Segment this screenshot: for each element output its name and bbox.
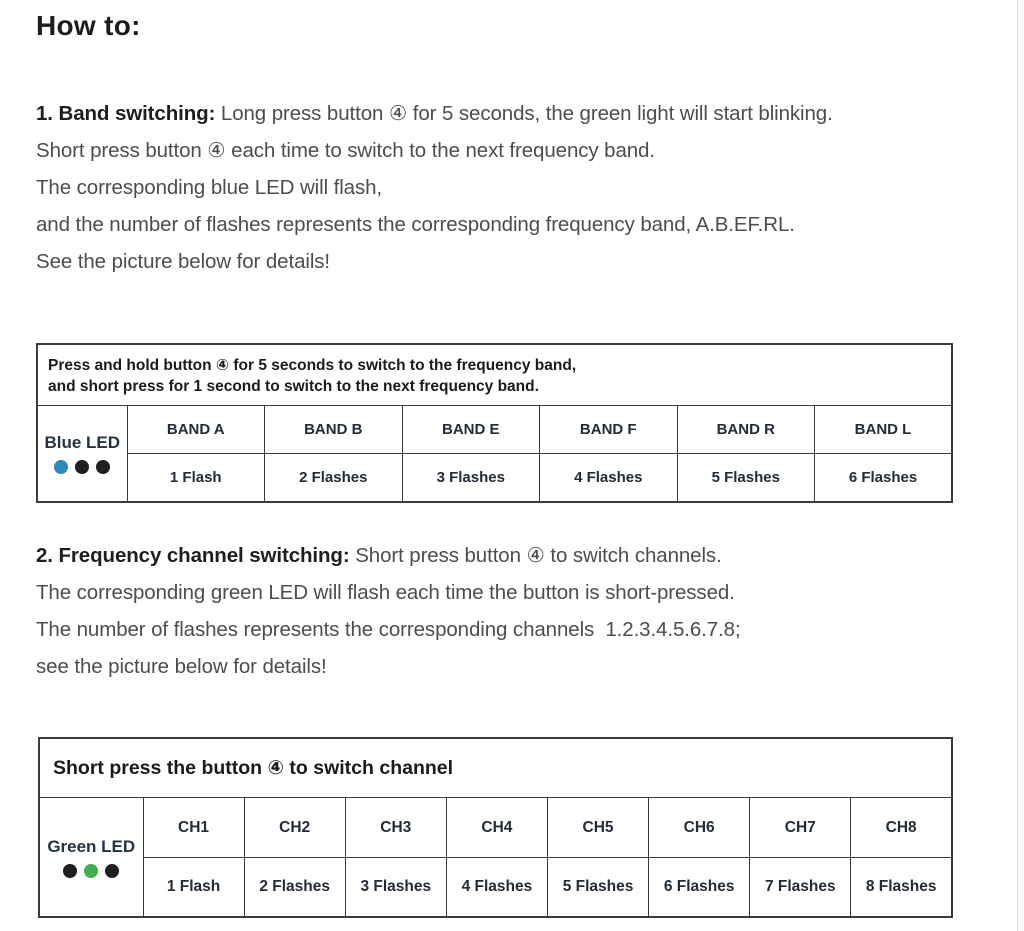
band-header-cell: BAND R — [677, 406, 815, 454]
channel-header-cell: CH5 — [548, 798, 649, 858]
channel-flashes-cell: 6 Flashes — [649, 858, 750, 918]
paragraph-line: See the picture below for details! — [36, 250, 331, 273]
channel-header-cell: CH7 — [750, 798, 851, 858]
paragraph-line: The corresponding blue LED will flash, — [36, 176, 383, 199]
channel-header-cell: CH4 — [446, 798, 547, 858]
channel-flashes-cell: 3 Flashes — [345, 858, 446, 918]
section2-heading: 2. Frequency channel switching: — [36, 544, 350, 567]
band-flashes-cell: 2 Flashes — [265, 454, 403, 503]
section2-line1-rest: Short press button ④ to switch channels. — [349, 544, 722, 567]
dark-led-dot-icon — [105, 864, 119, 878]
blue-led-dot-icon — [54, 460, 68, 474]
paragraph-line: and the number of flashes represents the corresponding frequency band, A.B.EF.RL. — [36, 213, 795, 236]
paragraph-line — [36, 537, 741, 574]
paragraph-line: The number of flashes represents the corresponding channels 1.2.3.4.5.6.7.8; — [36, 618, 741, 641]
page-title: How to: — [36, 10, 141, 41]
green-led-cell — [39, 798, 143, 918]
green-led-dots — [40, 864, 143, 878]
band-header-cell: BAND F — [540, 406, 678, 454]
band-header-cell: BAND A — [127, 406, 265, 454]
blue-led-dots — [38, 460, 127, 474]
channel-flashes-cell: 1 Flash — [143, 858, 244, 918]
paragraph-line: see the picture below for details! — [36, 655, 327, 678]
dark-led-dot-icon — [96, 460, 110, 474]
channel-flashes-cell: 4 Flashes — [446, 858, 547, 918]
band-switching-paragraph — [36, 95, 833, 280]
channel-flashes-cell: 5 Flashes — [548, 858, 649, 918]
band-table-caption-line2: and short press for 1 second to switch to the next frequency band. — [48, 378, 539, 395]
band-flashes-cell: 3 Flashes — [402, 454, 540, 503]
channel-flashes-cell: 7 Flashes — [750, 858, 851, 918]
blue-led-label: Blue LED — [44, 433, 121, 452]
band-header-cell: BAND E — [402, 406, 540, 454]
channel-switching-paragraph — [36, 537, 741, 685]
channel-flashes-cell: 8 Flashes — [851, 858, 952, 918]
band-table-caption-line1: Press and hold button ④ for 5 seconds to switch to the frequency band, — [48, 357, 577, 374]
page-right-edge — [1017, 0, 1024, 931]
band-header-cell: BAND B — [265, 406, 403, 454]
blue-led-cell — [37, 406, 127, 503]
band-switching-table — [36, 343, 953, 503]
paragraph-line: Short press button ④ each time to switch to the next frequency band. — [36, 139, 655, 162]
paragraph-line — [36, 95, 833, 132]
channel-header-cell: CH8 — [851, 798, 952, 858]
green-led-dot-icon — [84, 864, 98, 878]
channel-flashes-cell: 2 Flashes — [244, 858, 345, 918]
channel-header-cell: CH6 — [649, 798, 750, 858]
channel-switching-table — [38, 737, 953, 918]
green-led-label: Green LED — [47, 836, 136, 856]
band-flashes-cell: 1 Flash — [127, 454, 265, 503]
channel-header-cell: CH3 — [345, 798, 446, 858]
band-flashes-cell: 4 Flashes — [540, 454, 678, 503]
band-header-cell: BAND L — [815, 406, 953, 454]
section1-heading: 1. Band switching: — [36, 102, 216, 125]
channel-header-cell: CH2 — [244, 798, 345, 858]
paragraph-line: The corresponding green LED will flash each time the button is short-pressed. — [36, 581, 735, 604]
channel-table-caption: Short press the button ④ to switch channel — [39, 738, 952, 798]
band-flashes-cell: 5 Flashes — [677, 454, 815, 503]
channel-header-cell: CH1 — [143, 798, 244, 858]
dark-led-dot-icon — [63, 864, 77, 878]
dark-led-dot-icon — [75, 460, 89, 474]
band-flashes-cell: 6 Flashes — [815, 454, 953, 503]
section1-line1-rest: Long press button ④ for 5 seconds, the green light will start blinking. — [215, 102, 833, 125]
band-table-caption — [37, 344, 952, 406]
